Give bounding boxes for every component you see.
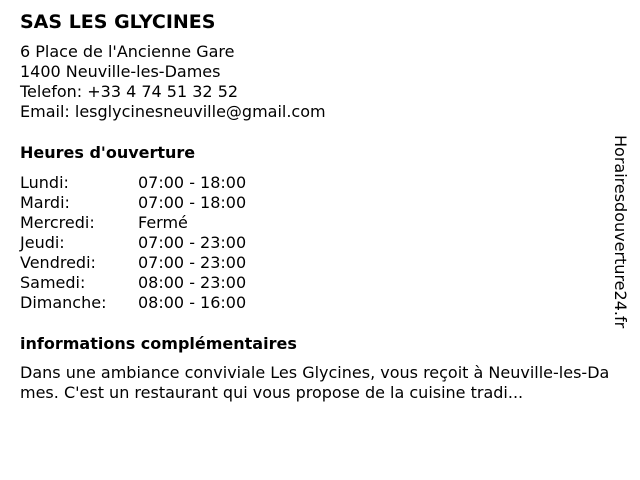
day-label: Lundi: [20,173,69,192]
day-label: Samedi: [20,273,86,292]
hours-row-monday [20,173,620,193]
time-value: 07:00 - 18:00 [138,173,247,192]
description-text: Dans une ambiance conviviale Les Glycines, vous reçoit à Neuville-les-Dames. C'est un restaurant qui vous propose de la cuisine tradi... [20,363,610,402]
business-name: SAS LES GLYCINES [20,11,216,33]
address-line-1: 6 Place de l'Ancienne Gare [20,42,235,61]
time-value: 07:00 - 23:00 [138,253,247,272]
time-value: 08:00 - 23:00 [138,273,247,292]
time-value: 07:00 - 23:00 [138,233,247,252]
site-watermark: Horairesdouverture24.fr [611,135,630,329]
address-line-2: 1400 Neuville-les-Dames [20,62,221,81]
email-row [20,102,620,122]
time-value: 07:00 - 18:00 [138,193,247,212]
opening-hours-heading: Heures d'ouverture [20,143,196,162]
day-label: Mardi: [20,193,70,212]
hours-row-friday [20,253,620,273]
phone-number[interactable]: +33 4 74 51 32 52 [87,82,239,101]
phone-label: Telefon: [20,82,83,101]
time-value: 08:00 - 16:00 [138,293,247,312]
email-address[interactable]: lesglycinesneuville@gmail.com [74,102,326,121]
day-label: Mercredi: [20,213,95,232]
business-card [20,10,620,403]
email-label: Email: [20,102,70,121]
hours-row-wednesday [20,213,620,233]
phone-row [20,82,620,102]
hours-row-sunday [20,293,620,313]
day-label: Jeudi: [20,233,65,252]
additional-info-heading: informations complémentaires [20,334,297,353]
hours-row-saturday [20,273,620,293]
hours-row-tuesday [20,193,620,213]
time-value: Fermé [138,213,188,232]
day-label: Dimanche: [20,293,107,312]
contact-info [20,42,620,122]
opening-hours-table [20,173,620,313]
hours-row-thursday [20,233,620,253]
day-label: Vendredi: [20,253,96,272]
